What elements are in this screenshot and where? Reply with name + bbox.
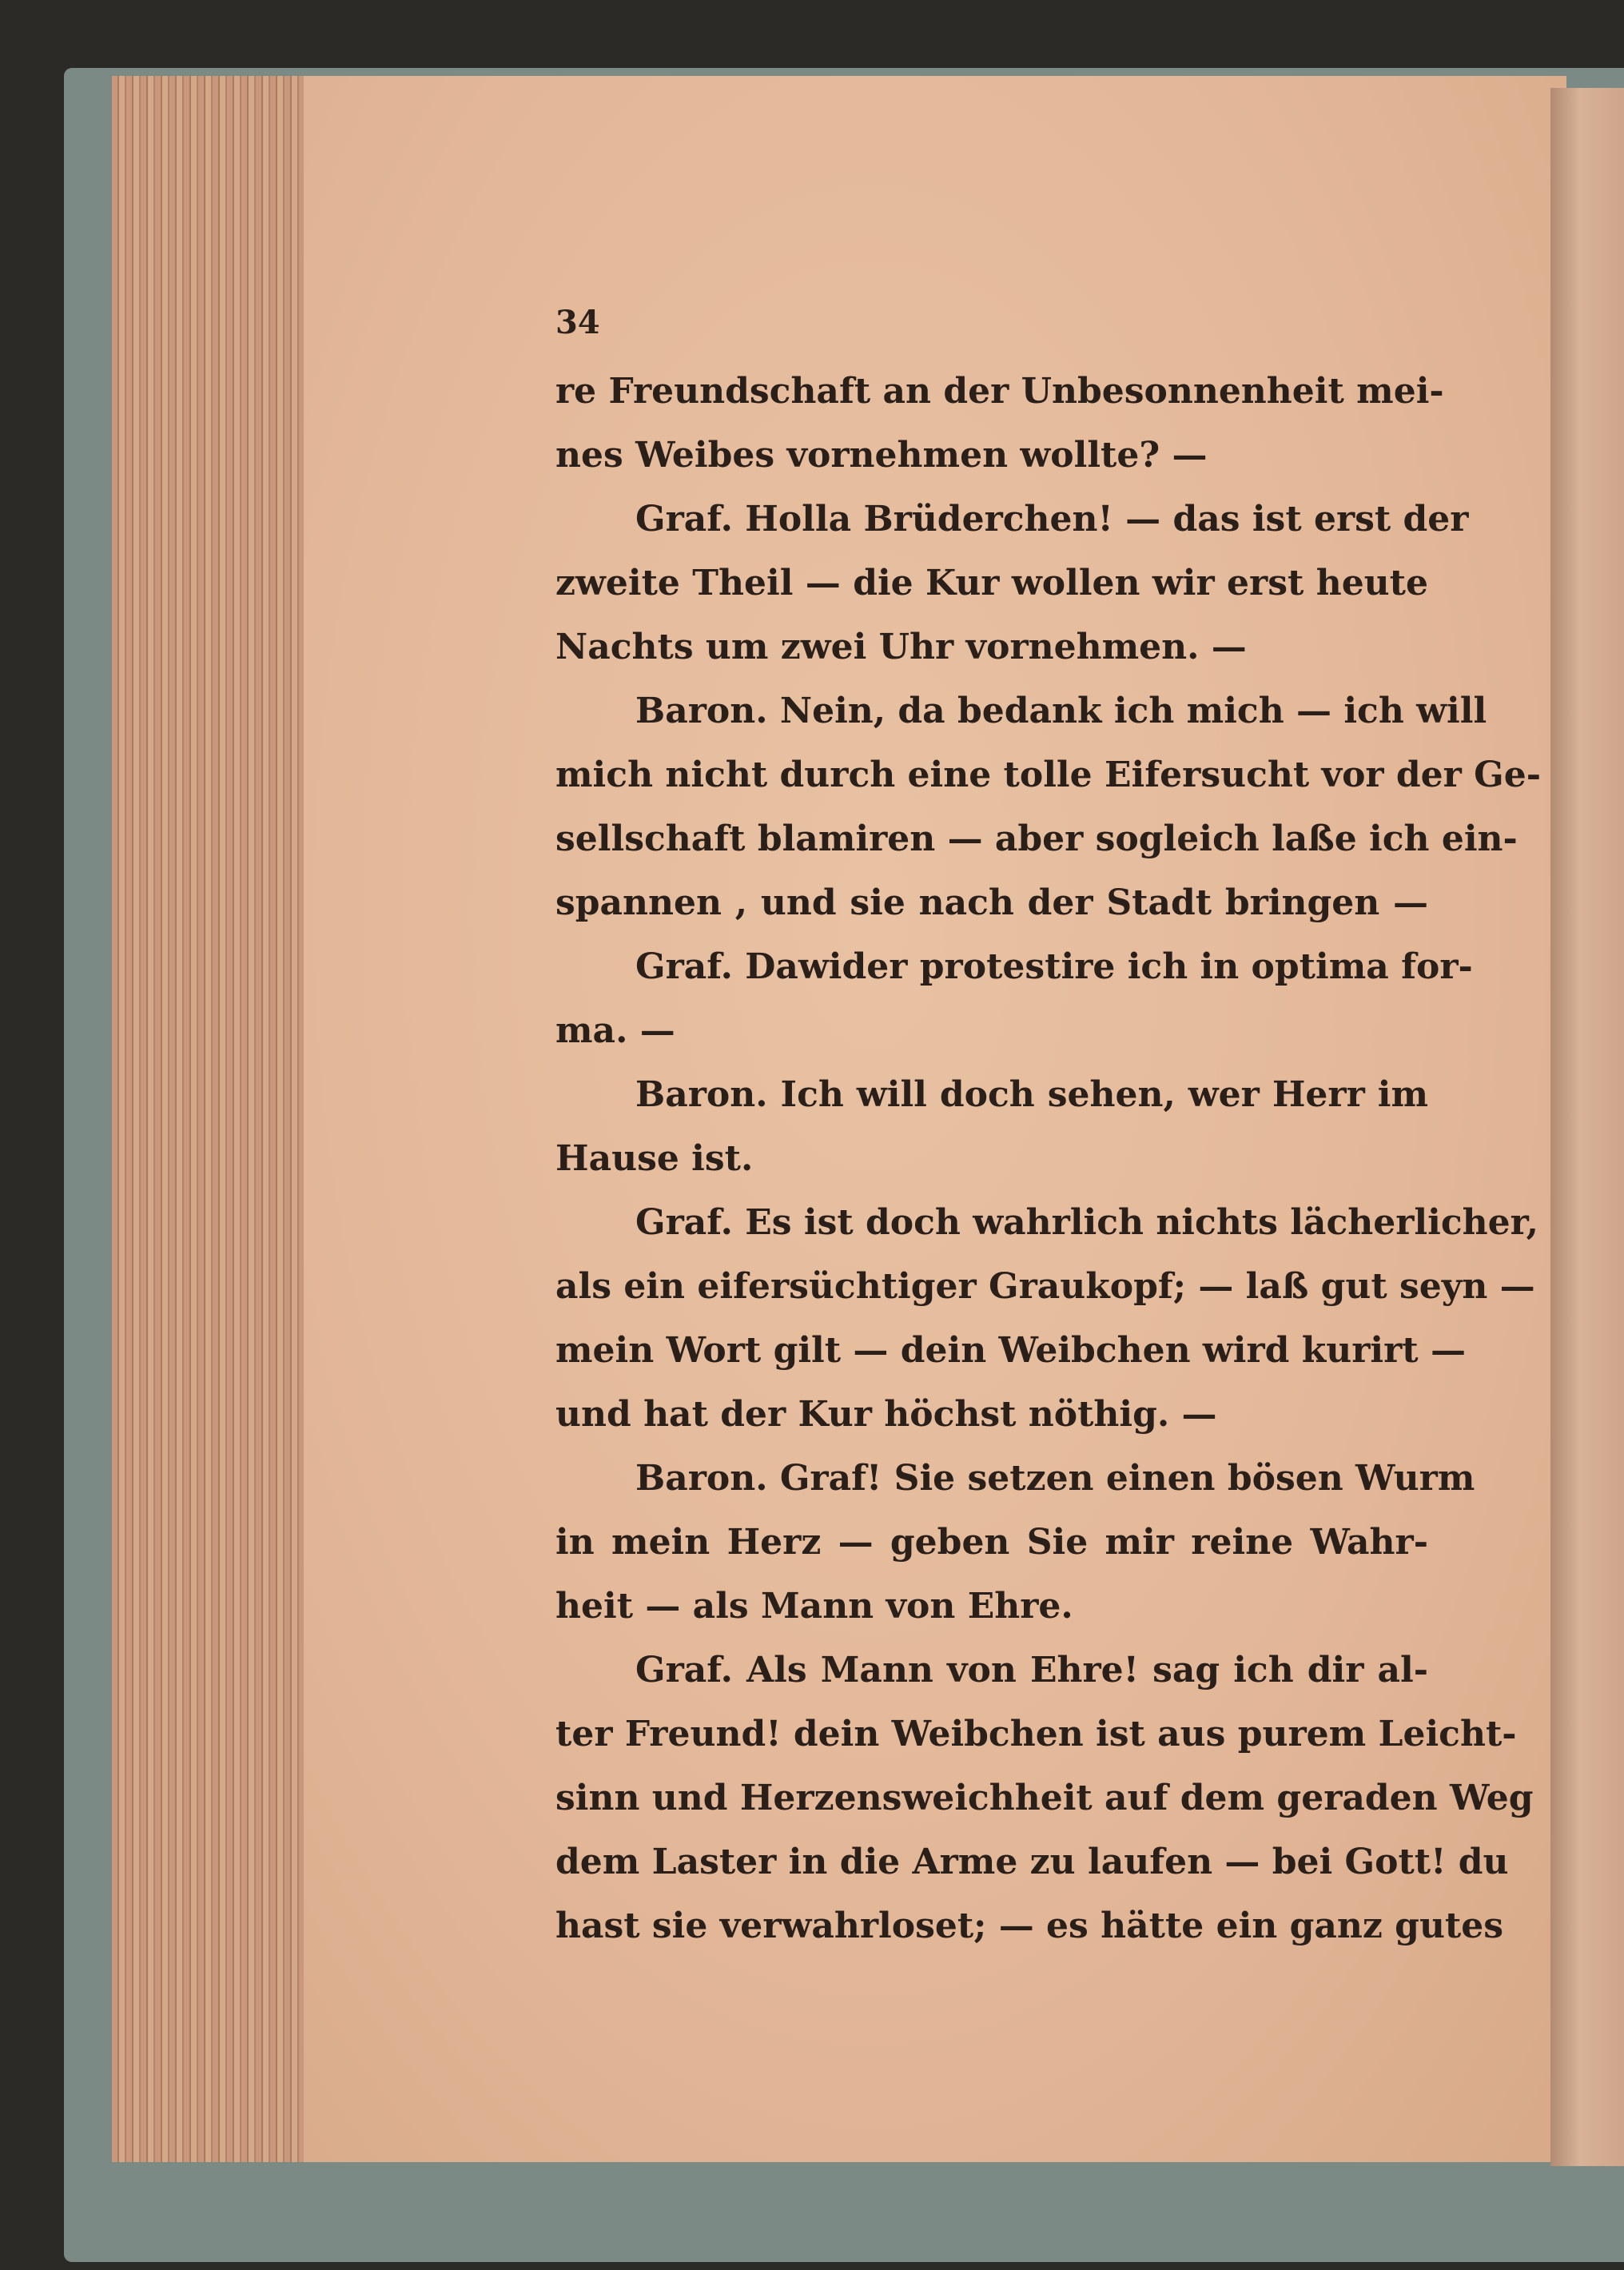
page-edges bbox=[112, 76, 304, 2162]
text-line: heit — als Mann von Ehre. bbox=[555, 1586, 1073, 1627]
text-line: als ein eifersüchtiger Graukopf; — laß gut seyn — bbox=[555, 1266, 1535, 1307]
text-line: Graf. Als Mann von Ehre! sag ich dir al- bbox=[635, 1650, 1428, 1691]
text-line: Hause ist. bbox=[555, 1138, 754, 1179]
text-line: Graf. Es ist doch wahrlich nichts lächerlicher, bbox=[635, 1202, 1538, 1243]
text-line: dem Laster in die Arme zu laufen — bei Gott! du bbox=[555, 1842, 1509, 1882]
text-line: Baron. Ich will doch sehen, wer Herr im bbox=[635, 1074, 1428, 1115]
text-line: ter Freund! dein Weibchen ist aus purem Leicht- bbox=[555, 1714, 1517, 1754]
text-line: Graf. Dawider protestire ich in optima for- bbox=[635, 946, 1473, 987]
text-line: sellschaft blamiren — aber sogleich laße ich ein- bbox=[555, 818, 1518, 859]
text-line: Baron. Nein, da bedank ich mich — ich will bbox=[635, 691, 1487, 731]
text-line: hast sie verwahrloset; — es hätte ein ganz gutes bbox=[555, 1906, 1504, 1946]
page-number: 34 bbox=[555, 304, 600, 341]
text-line: spannen , und sie nach der Stadt bringen — bbox=[555, 882, 1428, 923]
text-block bbox=[555, 360, 1542, 1958]
text-line: nes Weibes vornehmen wollte? — bbox=[555, 435, 1208, 476]
text-line: und hat der Kur höchst nöthig. — bbox=[555, 1394, 1217, 1435]
text-line: mich nicht durch eine tolle Eifersucht vor der Ge- bbox=[555, 755, 1542, 795]
text-line: Nachts um zwei Uhr vornehmen. — bbox=[555, 627, 1247, 667]
text-line: ma. — bbox=[555, 1010, 675, 1051]
text-line: mein Wort gilt — dein Weibchen wird kurirt — bbox=[555, 1330, 1466, 1371]
facing-page-edge bbox=[1550, 88, 1624, 2166]
text-line: Graf. Holla Brüderchen! — das ist erst der bbox=[635, 499, 1469, 540]
text-line: re Freundschaft an der Unbesonnenheit mei- bbox=[555, 371, 1444, 412]
text-line: zweite Theil — die Kur wollen wir erst heute bbox=[555, 563, 1428, 603]
text-line: Baron. Graf! Sie setzen einen bösen Wurm bbox=[635, 1458, 1475, 1499]
text-line: sinn und Herzensweichheit auf dem geraden Weg bbox=[555, 1778, 1534, 1818]
text-line: in mein Herz — geben Sie mir reine Wahr- bbox=[555, 1522, 1428, 1563]
